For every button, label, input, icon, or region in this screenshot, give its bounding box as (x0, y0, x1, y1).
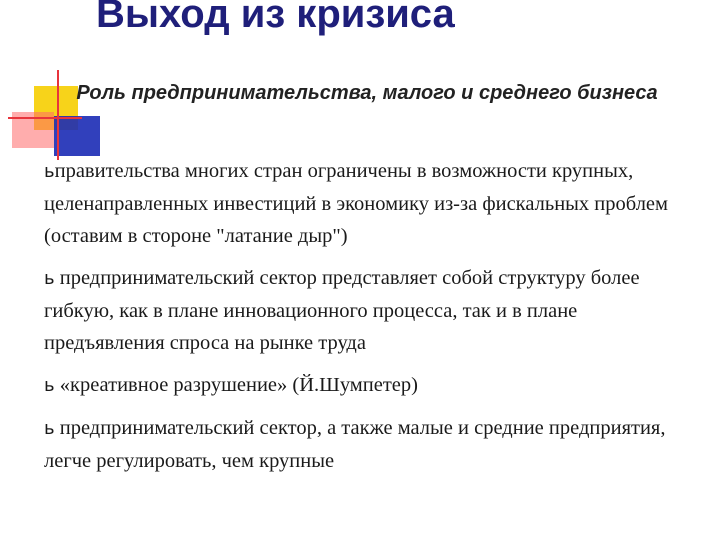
bullet-text: «креативное разрушение» (Й.Шумпетер) (54, 374, 418, 396)
bullet-text: предпринимательский сектор, а также малые и средние предприятия, легче регулировать, чем крупные (44, 417, 666, 472)
bullet-marker-icon: ь (44, 375, 55, 396)
bullet-text: правительства многих стран ограничены в возможности крупных, целенаправленных инвестиций в экономику из-за фискальных проблем (оставим в стороне "латание дыр") (44, 160, 668, 247)
bullet-item (44, 369, 689, 402)
bullet-item (44, 155, 689, 252)
bullet-marker-icon: ь (44, 418, 55, 439)
slide-title: Выход из кризиса (96, 0, 455, 36)
bullet-list (44, 155, 689, 487)
bullet-item (44, 262, 689, 359)
bullet-marker-icon: ь (44, 268, 55, 289)
bullet-text: предпринимательский сектор представляет собой структуру более гибкую, как в плане инновационного процесса, так и в плане предъявления спроса на рынке труда (44, 267, 640, 354)
bullet-item (44, 412, 689, 477)
blue-square (54, 116, 100, 156)
bullet-marker-icon: ь (44, 161, 55, 182)
slide-subtitle: Роль предпринимательства, малого и среднего бизнеса (76, 82, 658, 104)
